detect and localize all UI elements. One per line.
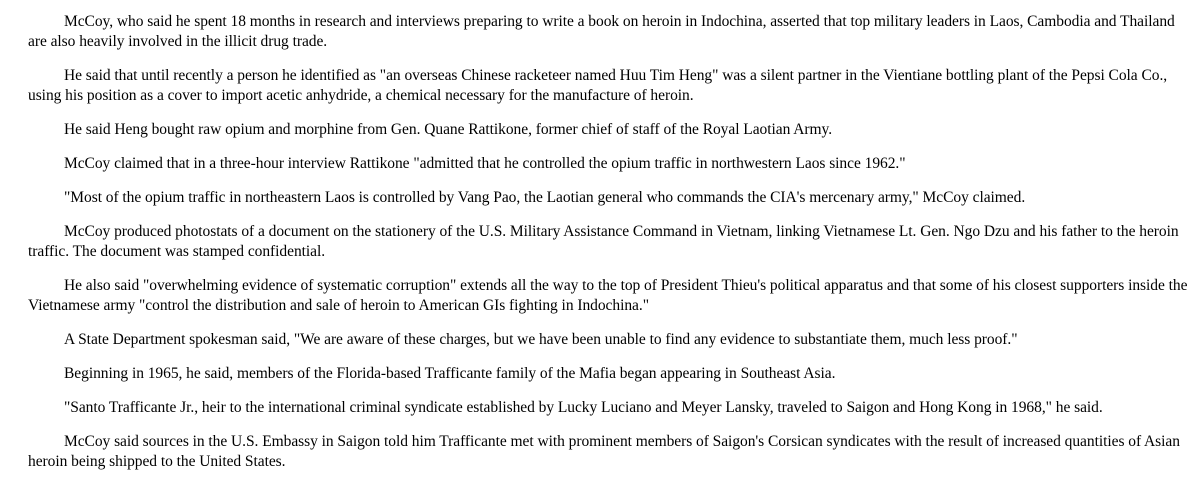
- paragraph: Beginning in 1965, he said, members of the Florida-based Trafficante family of the Mafia began appearing in Southeast Asia.: [64, 365, 836, 382]
- paragraph: "Most of the opium traffic in northeastern Laos is controlled by Vang Pao, the Laotian general who commands the CIA's mercenary army," McCoy claimed.: [64, 189, 1026, 206]
- paragraph: He also said "overwhelming evidence of systematic corruption" extends all the way to the top of President Thieu's political apparatus and that some of his closest supporters inside the Vietnamese army "control the distribution and sale of heroin to American GIs fighting in Indochina.": [28, 277, 1188, 314]
- paragraph: McCoy claimed that in a three-hour interview Rattikone "admitted that he controlled the opium traffic in northwestern Laos since 1962.": [64, 155, 906, 172]
- paragraph: "Santo Trafficante Jr., heir to the international criminal syndicate established by Lucky Luciano and Meyer Lansky, traveled to Saigon and Hong Kong in 1968," he said.: [64, 399, 1103, 416]
- paragraph: McCoy said sources in the U.S. Embassy in Saigon told him Trafficante met with prominent members of Saigon's Corsican syndicates with the result of increased quantities of Asian heroin being shipped to the United States.: [28, 433, 1180, 470]
- paragraph: McCoy produced photostats of a document on the stationery of the U.S. Military Assistance Command in Vietnam, linking Vietnamese Lt. Gen. Ngo Dzu and his father to the heroin traffic. The document was stamped confidential.: [28, 223, 1179, 260]
- paragraph: McCoy, who said he spent 18 months in research and interviews preparing to write a book on heroin in Indochina, asserted that top military leaders in Laos, Cambodia and Thailand are also heavily involved in the illicit drug trade.: [28, 13, 1175, 50]
- paragraph: He said that until recently a person he identified as "an overseas Chinese racketeer named Huu Tim Heng" was a silent partner in the Vientiane bottling plant of the Pepsi Cola Co., using his position as a cover to import acetic anhydride, a chemical necessary for the manufacture of heroin.: [28, 67, 1168, 104]
- paragraph: A State Department spokesman said, "We are aware of these charges, but we have been unable to find any evidence to substantiate them, much less proof.": [64, 331, 1018, 348]
- paragraph: He said Heng bought raw opium and morphine from Gen. Quane Rattikone, former chief of staff of the Royal Laotian Army.: [64, 121, 833, 138]
